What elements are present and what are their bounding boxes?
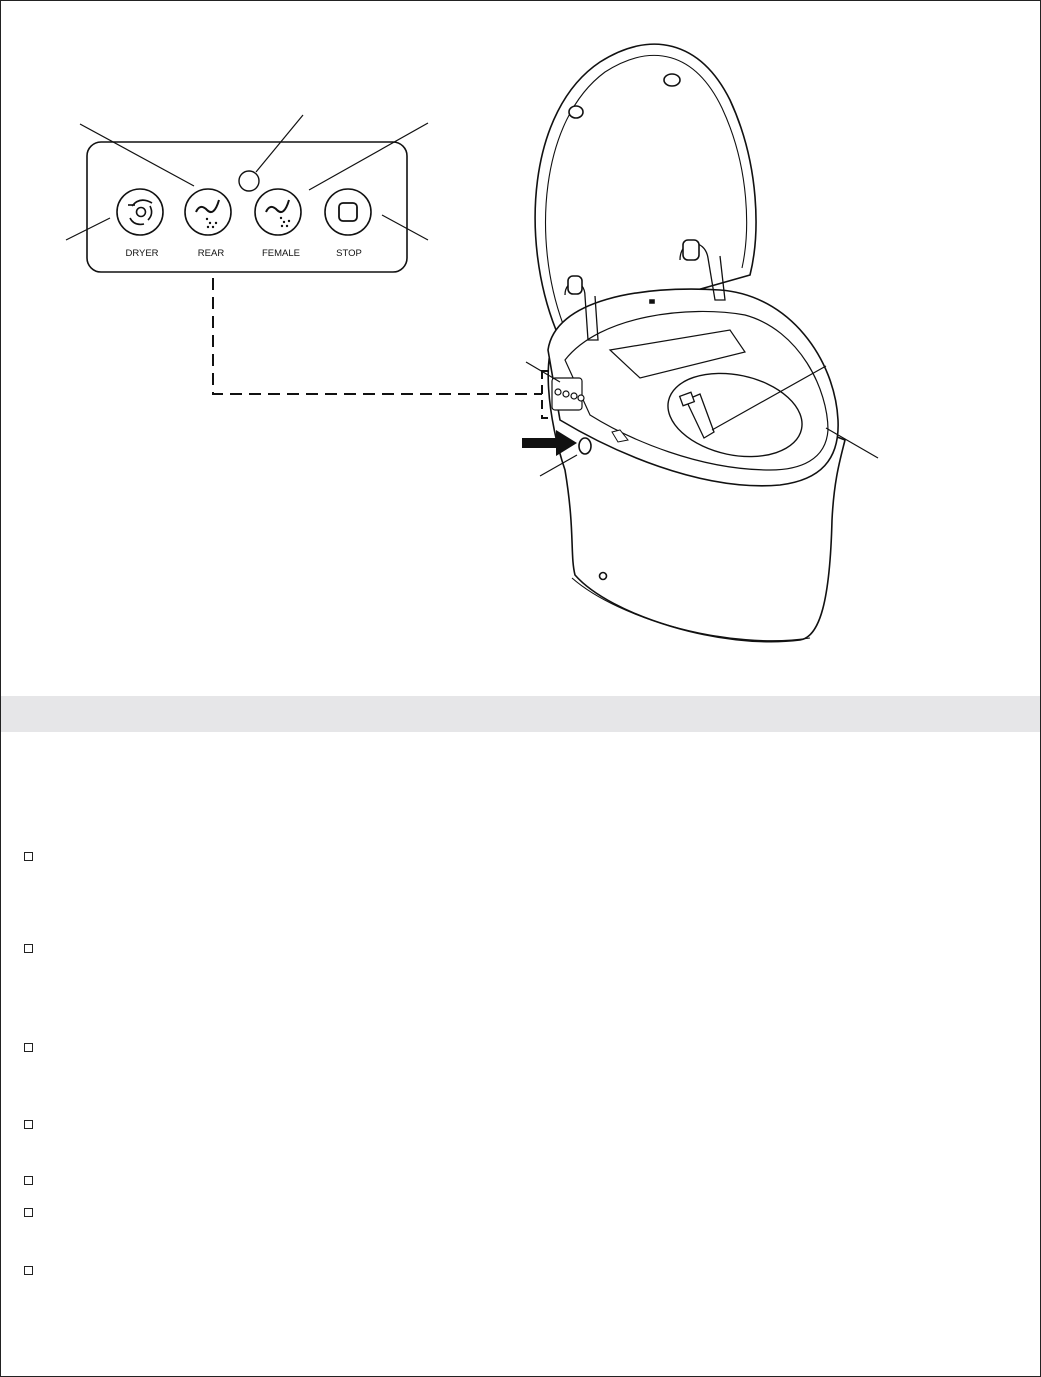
toilet-illustration xyxy=(535,44,845,642)
indicator-light xyxy=(239,171,259,191)
checkbox-7[interactable] xyxy=(24,1266,33,1275)
rear-label: REAR xyxy=(197,248,225,259)
stop-button[interactable] xyxy=(325,189,371,235)
dryer-button[interactable] xyxy=(117,189,163,235)
stop-label: STOP xyxy=(336,248,362,259)
checkbox-4[interactable] xyxy=(24,1120,33,1129)
panel-connector-dashed xyxy=(213,278,542,394)
section-header-band xyxy=(1,696,1040,732)
sensor-window xyxy=(579,438,591,454)
dryer-label: DRYER xyxy=(125,248,159,259)
checkbox-3[interactable] xyxy=(24,1043,33,1052)
control-panel xyxy=(66,115,428,272)
female-button[interactable] xyxy=(255,189,301,235)
female-label: FEMALE xyxy=(261,248,301,259)
side-control-panel xyxy=(552,378,584,410)
rear-button[interactable] xyxy=(185,189,231,235)
checkbox-1[interactable] xyxy=(24,852,33,861)
checkbox-6[interactable] xyxy=(24,1208,33,1217)
checkbox-2[interactable] xyxy=(24,944,33,953)
checkbox-5[interactable] xyxy=(24,1176,33,1185)
